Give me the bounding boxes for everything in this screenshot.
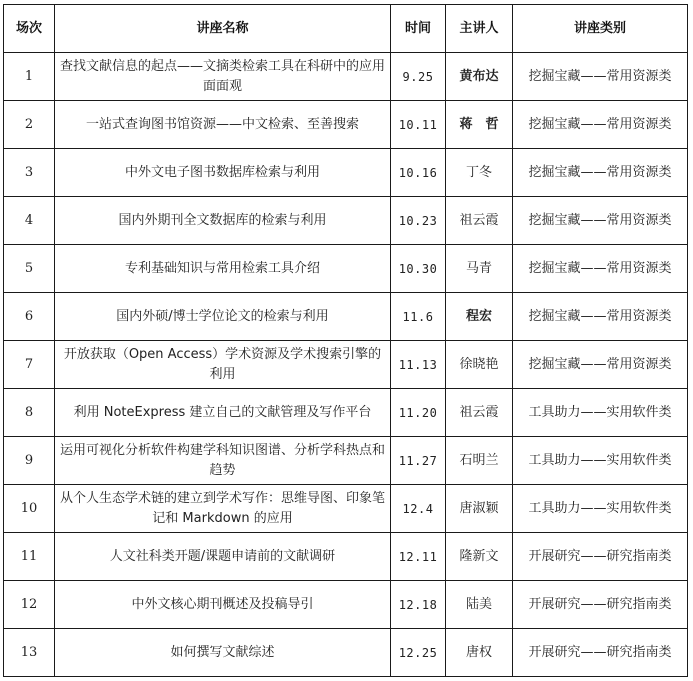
- session-number-cell: 2: [4, 101, 55, 149]
- table-row: [4, 581, 688, 629]
- lecture-schedule-table: [3, 4, 688, 677]
- date-cell: 12.11: [391, 533, 446, 581]
- speaker-cell: 唐权: [446, 629, 513, 677]
- table-row: [4, 197, 688, 245]
- lecture-title-cell: 查找文献信息的起点——文摘类检索工具在科研中的应用面面观: [55, 53, 391, 101]
- speaker-cell: 石明兰: [446, 437, 513, 485]
- date-cell: 10.16: [391, 149, 446, 197]
- session-number-cell: 4: [4, 197, 55, 245]
- session-number-cell: 11: [4, 533, 55, 581]
- table-row: [4, 149, 688, 197]
- date-cell: 11.13: [391, 341, 446, 389]
- category-cell: 挖掘宝藏——常用资源类: [513, 293, 688, 341]
- date-cell: 11.6: [391, 293, 446, 341]
- speaker-cell: 祖云霞: [446, 197, 513, 245]
- lecture-title-cell: 国内外期刊全文数据库的检索与利用: [55, 197, 391, 245]
- session-number-cell: 13: [4, 629, 55, 677]
- table-row: [4, 485, 688, 533]
- lecture-title-cell: 一站式查询图书馆资源——中文检索、至善搜索: [55, 101, 391, 149]
- date-cell: 10.11: [391, 101, 446, 149]
- speaker-cell: 蒋 哲: [446, 101, 513, 149]
- session-number-cell: 5: [4, 245, 55, 293]
- table-row: [4, 245, 688, 293]
- speaker-cell: 隆新文: [446, 533, 513, 581]
- header-lecture-title: 讲座名称: [55, 5, 391, 53]
- session-number-cell: 9: [4, 437, 55, 485]
- speaker-cell: 徐晓艳: [446, 341, 513, 389]
- speaker-cell: 唐淑颖: [446, 485, 513, 533]
- speaker-cell: 程宏: [446, 293, 513, 341]
- session-number-cell: 7: [4, 341, 55, 389]
- lecture-title-cell: 人文社科类开题/课题申请前的文献调研: [55, 533, 391, 581]
- lecture-title-cell: 如何撰写文献综述: [55, 629, 391, 677]
- table-row: [4, 293, 688, 341]
- lecture-title-cell: 利用 NoteExpress 建立自己的文献管理及写作平台: [55, 389, 391, 437]
- date-cell: 10.30: [391, 245, 446, 293]
- table-header-row: [4, 5, 688, 53]
- speaker-cell: 马青: [446, 245, 513, 293]
- date-cell: 12.25: [391, 629, 446, 677]
- lecture-title-cell: 中外文核心期刊概述及投稿导引: [55, 581, 391, 629]
- header-speaker: 主讲人: [446, 5, 513, 53]
- lecture-title-cell: 中外文电子图书数据库检索与利用: [55, 149, 391, 197]
- speaker-cell: 黄布达: [446, 53, 513, 101]
- date-cell: 11.27: [391, 437, 446, 485]
- category-cell: 开展研究——研究指南类: [513, 581, 688, 629]
- category-cell: 开展研究——研究指南类: [513, 533, 688, 581]
- category-cell: 挖掘宝藏——常用资源类: [513, 101, 688, 149]
- category-cell: 挖掘宝藏——常用资源类: [513, 53, 688, 101]
- header-date: 时间: [391, 5, 446, 53]
- speaker-cell: 丁冬: [446, 149, 513, 197]
- date-cell: 10.23: [391, 197, 446, 245]
- lecture-title-cell: 国内外硕/博士学位论文的检索与利用: [55, 293, 391, 341]
- category-cell: 开展研究——研究指南类: [513, 629, 688, 677]
- category-cell: 挖掘宝藏——常用资源类: [513, 197, 688, 245]
- table-row: [4, 389, 688, 437]
- category-cell: 挖掘宝藏——常用资源类: [513, 245, 688, 293]
- session-number-cell: 1: [4, 53, 55, 101]
- date-cell: 11.20: [391, 389, 446, 437]
- session-number-cell: 12: [4, 581, 55, 629]
- category-cell: 工具助力——实用软件类: [513, 485, 688, 533]
- table-row: [4, 629, 688, 677]
- table-row: [4, 53, 688, 101]
- session-number-cell: 3: [4, 149, 55, 197]
- category-cell: 工具助力——实用软件类: [513, 389, 688, 437]
- lecture-title-cell: 从个人生态学术链的建立到学术写作：思维导图、印象笔记和 Markdown 的应用: [55, 485, 391, 533]
- session-number-cell: 8: [4, 389, 55, 437]
- table-row: [4, 101, 688, 149]
- speaker-cell: 祖云霞: [446, 389, 513, 437]
- session-number-cell: 10: [4, 485, 55, 533]
- date-cell: 12.18: [391, 581, 446, 629]
- category-cell: 挖掘宝藏——常用资源类: [513, 341, 688, 389]
- lecture-title-cell: 运用可视化分析软件构建学科知识图谱、分析学科热点和趋势: [55, 437, 391, 485]
- lecture-title-cell: 专利基础知识与常用检索工具介绍: [55, 245, 391, 293]
- table-row: [4, 533, 688, 581]
- header-category: 讲座类别: [513, 5, 688, 53]
- date-cell: 9.25: [391, 53, 446, 101]
- category-cell: 挖掘宝藏——常用资源类: [513, 149, 688, 197]
- session-number-cell: 6: [4, 293, 55, 341]
- speaker-cell: 陆美: [446, 581, 513, 629]
- lecture-title-cell: 开放获取（Open Access）学术资源及学术搜索引擎的利用: [55, 341, 391, 389]
- category-cell: 工具助力——实用软件类: [513, 437, 688, 485]
- table-body: [4, 53, 688, 677]
- table-row: [4, 341, 688, 389]
- date-cell: 12.4: [391, 485, 446, 533]
- table-row: [4, 437, 688, 485]
- header-session: 场次: [4, 5, 55, 53]
